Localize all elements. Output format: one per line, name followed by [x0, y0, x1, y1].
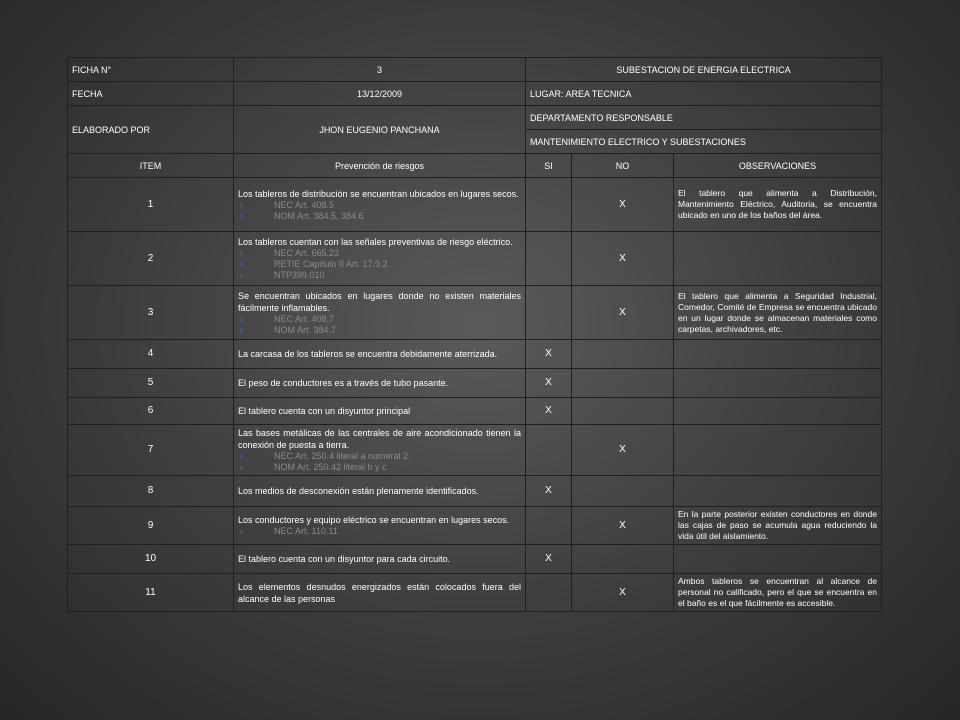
no-mark	[572, 476, 674, 507]
observation-text	[674, 340, 882, 369]
reference-text: RETIE Capítulo II Art. 17.9.2.	[274, 259, 391, 269]
item-number: 8	[68, 476, 234, 507]
column-header-row	[68, 154, 882, 178]
item-text: Los conductores y equipo eléctrico se encuentran en lugares secos.	[238, 515, 510, 525]
item-description	[234, 178, 526, 232]
reference-text: NEC Art. 110.11	[274, 526, 338, 536]
item-number: 1	[68, 178, 234, 232]
reference-list	[238, 314, 521, 336]
no-mark	[572, 340, 674, 369]
item-text: Las bases metálicas de las centrales de aire acondicionado tienen la conexión de puesta a tierra.	[238, 428, 521, 450]
fecha-label: FECHA	[68, 82, 234, 106]
arrow-bullet-icon: ›	[240, 270, 243, 280]
table-row	[68, 398, 882, 425]
col-prevencion: Prevención de riesgos	[234, 154, 526, 178]
observation-text: El tablero que alimenta a Seguridad Industrial, Comedor, Comité de Empresa se encuentra ubicado en un lugar donde se almacenan materiales como carpetas, archivadores, etc.	[674, 286, 882, 340]
item-description	[234, 340, 526, 369]
col-no: NO	[572, 154, 674, 178]
elaborado-label: ELABORADO POR	[68, 106, 234, 154]
departamento-value: MANTENIMIENTO ELECTRICO Y SUBESTACIONES	[526, 130, 882, 154]
inspection-table	[67, 57, 882, 612]
reference-item	[238, 462, 521, 473]
item-description	[234, 286, 526, 340]
arrow-bullet-icon: ›	[240, 199, 243, 210]
no-mark	[572, 545, 674, 574]
no-mark: X	[572, 425, 674, 476]
si-mark	[526, 178, 572, 232]
table-row	[68, 286, 882, 340]
header-row-elaborado	[68, 106, 882, 130]
item-number: 3	[68, 286, 234, 340]
arrow-bullet-icon: ›	[240, 324, 243, 335]
si-mark: X	[526, 340, 572, 369]
reference-text: NEC Art. 408.5	[274, 199, 335, 210]
item-text: Los tableros cuentan con las señales preventivas de riesgo eléctrico.	[238, 237, 513, 247]
col-item: ITEM	[68, 154, 234, 178]
no-mark: X	[572, 286, 674, 340]
table-row	[68, 545, 882, 574]
observation-text	[674, 476, 882, 507]
arrow-bullet-icon: ›	[240, 259, 243, 269]
observation-text	[674, 398, 882, 425]
no-mark	[572, 369, 674, 398]
col-si: SI	[526, 154, 572, 178]
arrow-bullet-icon: ›	[240, 210, 243, 221]
reference-text: NOM Art. 250.42 literal b y c	[274, 462, 387, 472]
item-text: El tablero cuenta con un disyuntor principal	[238, 406, 411, 416]
observation-text	[674, 369, 882, 398]
si-mark: X	[526, 476, 572, 507]
reference-item	[238, 200, 521, 211]
table-row	[68, 369, 882, 398]
observation-text	[674, 232, 882, 286]
elaborado-value: JHON EUGENIO PANCHANA	[234, 106, 526, 154]
si-mark	[526, 286, 572, 340]
ficha-title: SUBESTACION DE ENERGIA ELECTRICA	[526, 58, 882, 82]
table-row	[68, 507, 882, 545]
item-text: Se encuentran ubicados en lugares donde no existen materiales fácilmente inflamables.	[238, 290, 521, 313]
observation-text: El tablero que alimenta a Distribución, Mantenimiento Eléctrico, Auditoria, se encuentra ubicado en uno de los baños del área.	[674, 178, 882, 232]
table-row	[68, 425, 882, 476]
si-mark: X	[526, 545, 572, 574]
table-row	[68, 574, 882, 612]
observation-text: En la parte posterior existen conductores en donde las cajas de paso se acumula agua reduciendo la vida útil del aislamiento.	[674, 507, 882, 545]
item-number: 4	[68, 340, 234, 369]
table-row	[68, 340, 882, 369]
item-text: Los medios de desconexión están plenamente identificados.	[238, 486, 479, 496]
si-mark	[526, 507, 572, 545]
si-mark	[526, 574, 572, 612]
reference-item	[238, 211, 521, 222]
no-mark: X	[572, 507, 674, 545]
ficha-label: FICHA N°	[68, 58, 234, 82]
header-row-fecha	[68, 82, 882, 106]
item-description	[234, 232, 526, 286]
arrow-bullet-icon: ›	[240, 313, 243, 324]
si-mark: X	[526, 398, 572, 425]
item-description	[234, 425, 526, 476]
item-description	[234, 574, 526, 612]
observation-text	[674, 425, 882, 476]
arrow-bullet-icon: ›	[240, 451, 243, 461]
reference-item	[238, 314, 521, 325]
reference-item	[238, 270, 521, 281]
reference-text: NEC Art. 665.23	[274, 248, 340, 258]
lugar-value: LUGAR: AREA TECNICA	[526, 82, 882, 106]
item-number: 5	[68, 369, 234, 398]
item-number: 7	[68, 425, 234, 476]
col-observaciones: OBSERVACIONES	[674, 154, 882, 178]
item-number: 11	[68, 574, 234, 612]
table-row	[68, 178, 882, 232]
reference-list	[238, 451, 521, 473]
reference-item	[238, 325, 521, 336]
reference-text: NTP399.010	[274, 270, 325, 280]
item-text: La carcasa de los tableros se encuentra debidamente aterrizada.	[238, 349, 498, 359]
item-description	[234, 507, 526, 545]
item-text: El tablero cuenta con un disyuntor para cada circuito.	[238, 554, 451, 564]
reference-text: NEC Art. 408.7	[274, 313, 335, 324]
no-mark: X	[572, 178, 674, 232]
header-row-ficha	[68, 58, 882, 82]
no-mark: X	[572, 574, 674, 612]
no-mark	[572, 398, 674, 425]
reference-list	[238, 248, 521, 281]
reference-list	[238, 200, 521, 222]
item-description	[234, 545, 526, 574]
no-mark: X	[572, 232, 674, 286]
ficha-number: 3	[234, 58, 526, 82]
reference-item	[238, 451, 521, 462]
reference-item	[238, 248, 521, 259]
arrow-bullet-icon: ›	[240, 462, 243, 472]
table-row	[68, 232, 882, 286]
table-body	[68, 178, 882, 612]
observation-text: Ambos tableros se encuentran al alcance de personal no calificado, pero el que se encuentra en el baño es el que fácilmente es accesible.	[674, 574, 882, 612]
reference-text: NOM Art. 384.7	[274, 324, 337, 335]
item-number: 2	[68, 232, 234, 286]
item-number: 9	[68, 507, 234, 545]
item-text: Los elementos desnudos energizados están colocados fuera del alcance de las personas	[238, 581, 521, 604]
item-description	[234, 398, 526, 425]
item-description	[234, 369, 526, 398]
item-description	[234, 476, 526, 507]
fecha-value: 13/12/2009	[234, 82, 526, 106]
item-text: El peso de conductores es a través de tubo pasante.	[238, 378, 449, 388]
si-mark: X	[526, 369, 572, 398]
reference-list	[238, 526, 521, 537]
item-number: 6	[68, 398, 234, 425]
si-mark	[526, 232, 572, 286]
si-mark	[526, 425, 572, 476]
arrow-bullet-icon: ›	[240, 526, 243, 536]
item-text: Los tableros de distribución se encuentran ubicados en lugares secos.	[238, 188, 519, 199]
reference-item	[238, 259, 521, 270]
item-number: 10	[68, 545, 234, 574]
reference-item	[238, 526, 521, 537]
observation-text	[674, 545, 882, 574]
arrow-bullet-icon: ›	[240, 248, 243, 258]
reference-text: NOM Art. 384.5, 384.6	[274, 210, 364, 221]
reference-text: NEC Art. 250.4 literal a numeral 2.	[274, 451, 411, 461]
table-row	[68, 476, 882, 507]
departamento-label: DEPARTAMENTO RESPONSABLE	[526, 106, 882, 130]
